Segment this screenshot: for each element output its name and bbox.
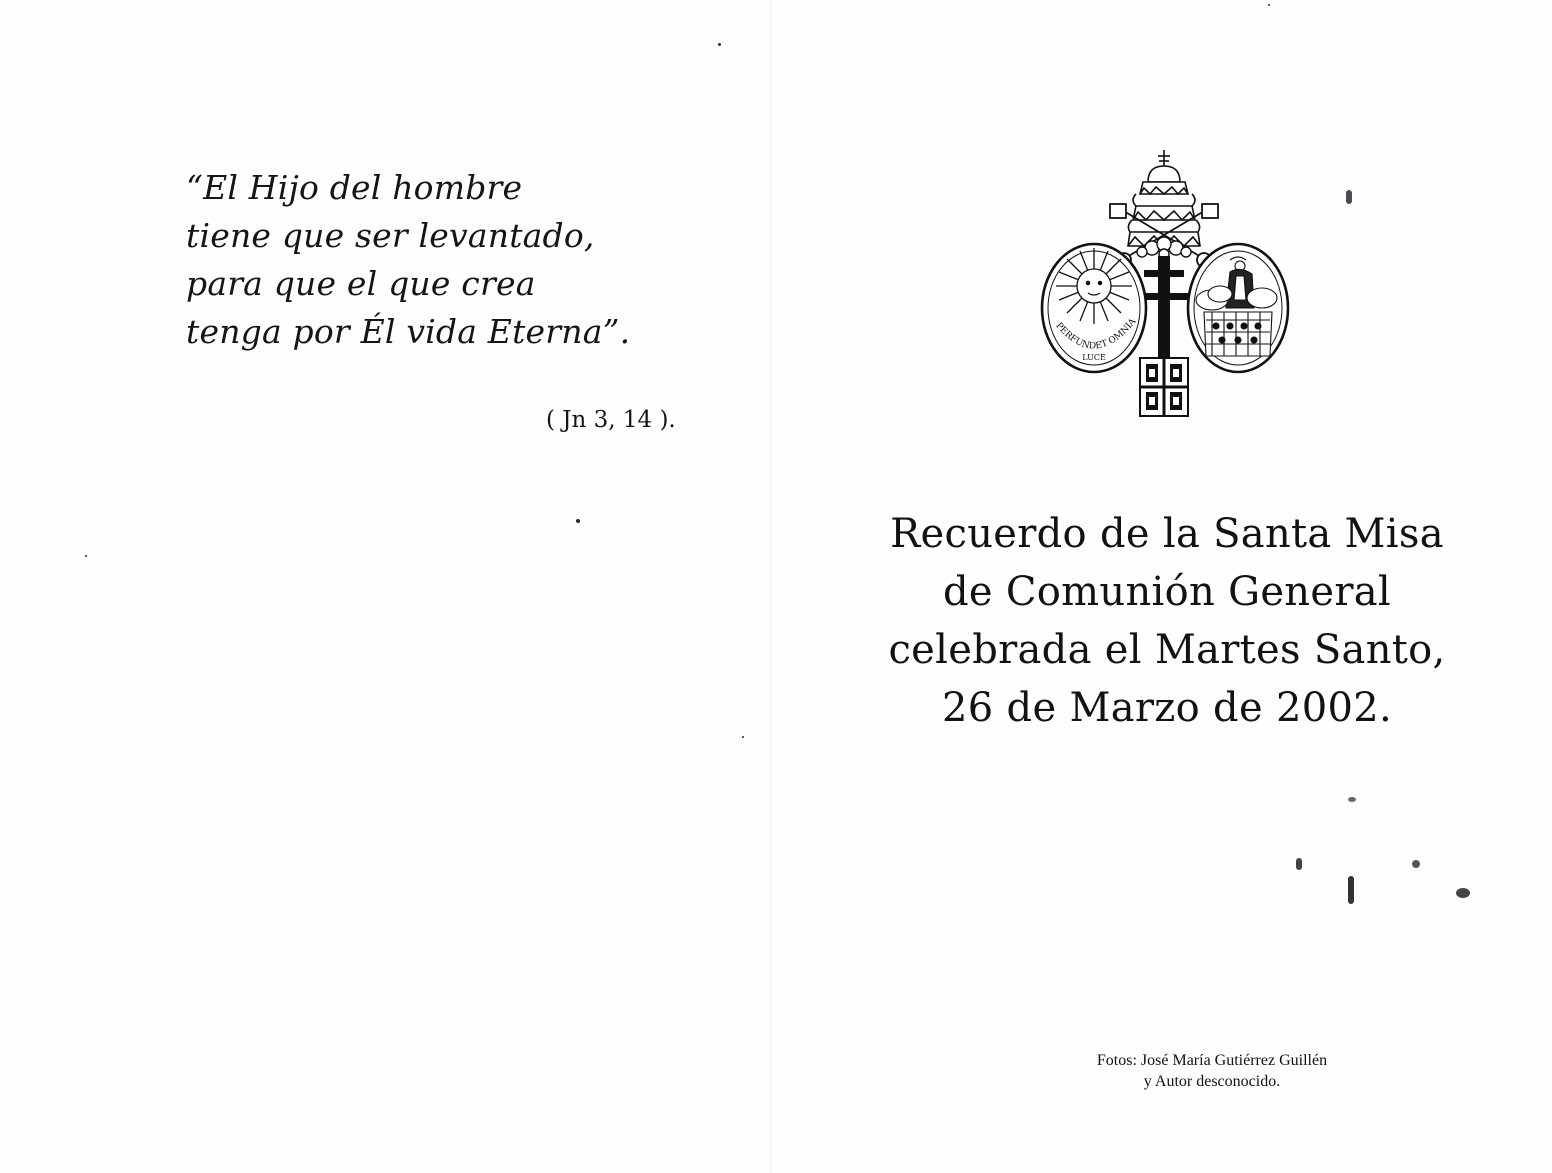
shield-icon bbox=[1140, 358, 1188, 416]
title-line: 26 de Marzo de 2002. bbox=[942, 685, 1392, 731]
credits-line: y Autor desconocido. bbox=[1143, 1073, 1281, 1090]
paper-speck bbox=[1346, 190, 1352, 204]
commemorative-title bbox=[772, 505, 1552, 737]
left-page bbox=[0, 0, 772, 1173]
right-page bbox=[772, 0, 1552, 1173]
paper-speck bbox=[742, 736, 744, 738]
title-line: celebrada el Martes Santo, bbox=[888, 627, 1446, 673]
tiara-icon bbox=[1128, 150, 1200, 246]
crest-motto-luce: LUCE bbox=[1082, 353, 1106, 362]
sun-icon bbox=[1056, 248, 1132, 324]
paper-speck bbox=[576, 519, 580, 523]
paper-speck bbox=[718, 43, 721, 46]
title-line: Recuerdo de la Santa Misa bbox=[890, 511, 1444, 557]
credits-line: Fotos: José María Gutiérrez Guillén bbox=[1096, 1052, 1328, 1069]
crest-motto: PERFUNDET OMNIA bbox=[1053, 316, 1139, 352]
photo-credits bbox=[972, 1050, 1452, 1092]
paper-speck bbox=[1296, 858, 1302, 870]
quote-line: para que el que crea bbox=[186, 264, 536, 303]
sun-medallion bbox=[1042, 244, 1146, 372]
quote-citation: ( Jn 3, 14 ). bbox=[546, 407, 676, 433]
brotherhood-crest bbox=[1040, 148, 1290, 418]
paper-speck bbox=[1348, 797, 1356, 802]
title-line: de Comunión General bbox=[942, 569, 1391, 615]
paper-speck bbox=[85, 555, 87, 557]
virgin-medallion bbox=[1188, 244, 1288, 372]
paper-speck bbox=[1412, 860, 1420, 868]
bible-quote bbox=[186, 164, 706, 356]
paper-speck bbox=[1268, 4, 1270, 6]
quote-line: tenga por Él vida Eterna”. bbox=[186, 312, 631, 351]
quote-line: tiene que ser levantado, bbox=[186, 216, 595, 255]
paper-speck bbox=[1348, 876, 1354, 904]
paper-speck bbox=[1456, 888, 1470, 898]
quote-line: “El Hijo del hombre bbox=[186, 168, 523, 207]
